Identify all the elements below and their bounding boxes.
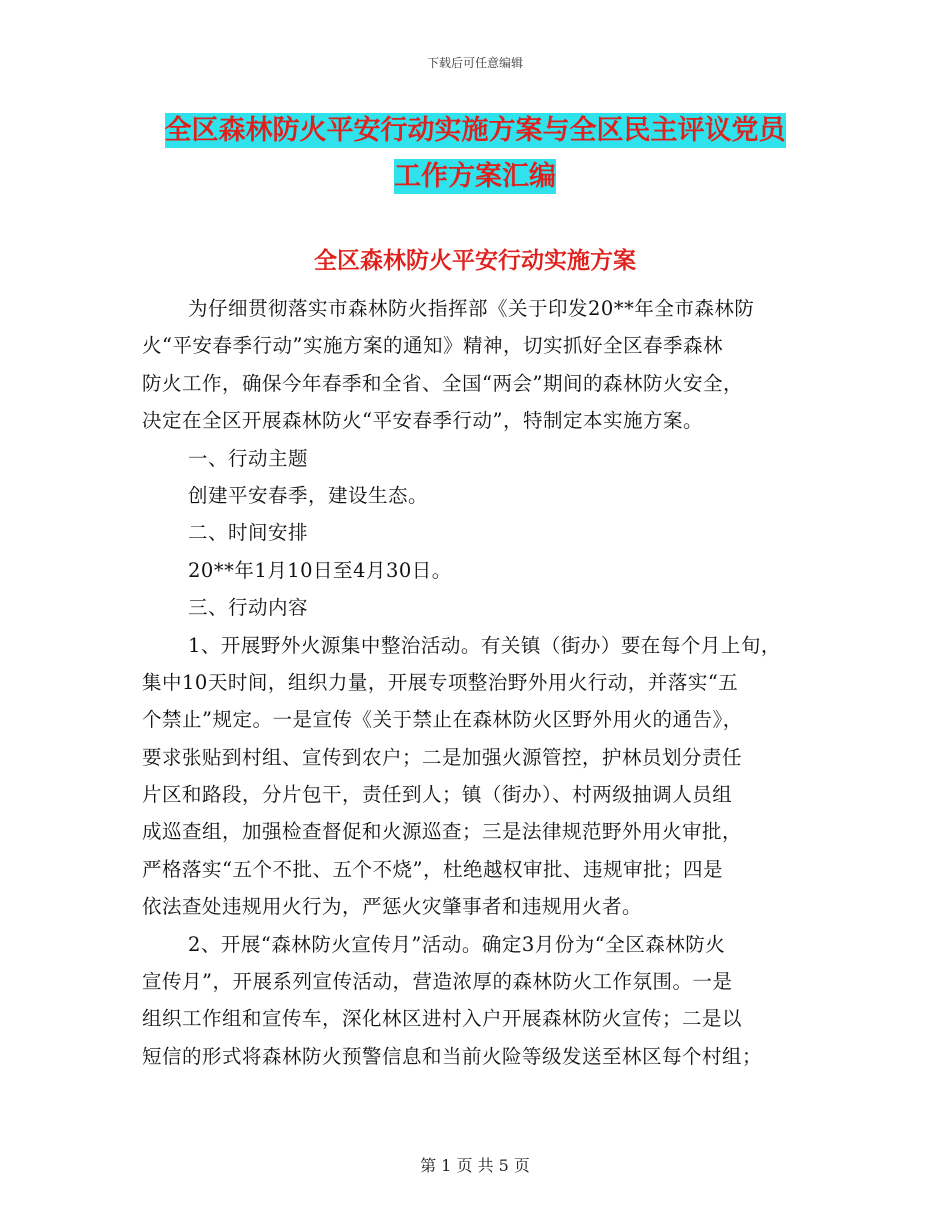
body-line: 防火工作，确保今年春季和全省、全国“两会”期间的森林防火安全， bbox=[142, 371, 743, 395]
body-text bbox=[142, 290, 806, 1075]
body-line: 个禁止”规定。一是宣传《关于禁止在森林防火区野外用火的通告》， bbox=[142, 708, 743, 732]
heading-1: 一、行动主题 bbox=[188, 446, 309, 470]
page-footer: 第 1 页 共 5 页 bbox=[420, 1156, 530, 1175]
title-line-1: 全区森林防火平安行动实施方案与全区民主评议党员 bbox=[164, 115, 786, 146]
body-line: 片区和路段，分片包干，责任到人；镇（街办）、村两级抽调人员组 bbox=[142, 783, 733, 807]
body-line: 为仔细贯彻落实市森林防火指挥部《关于印发20**年全市森林防 bbox=[188, 297, 755, 320]
body-line: 短信的形式将森林防火预警信息和当前火险等级发送至林区每个村组； bbox=[142, 1044, 763, 1068]
body-line: 2、开展“森林防火宣传月”活动。确定3月份为“全区森林防火 bbox=[188, 932, 726, 956]
title-line-2: 工作方案汇编 bbox=[394, 161, 556, 192]
body-line: 要求张贴到村组、宣传到农户；二是加强火源管控，护林员划分责任 bbox=[142, 745, 743, 769]
heading-2: 二、时间安排 bbox=[188, 521, 309, 545]
body-line: 集中10天时间，组织力量，开展专项整治野外用火行动，并落实“五 bbox=[142, 670, 739, 694]
body-line: 严格落实“五个不批、五个不烧”，杜绝越权审批、违规审批；四是 bbox=[142, 857, 723, 881]
body-line: 依法查处违规用火行为，严惩火灾肇事者和违规用火者。 bbox=[142, 895, 643, 919]
section-title: 全区森林防火平安行动实施方案 bbox=[314, 248, 636, 274]
body-line: 火“平安春季行动”实施方案的通知》精神，切实抓好全区春季森林 bbox=[142, 334, 723, 358]
body-line: 20**年1月10日至4月30日。 bbox=[188, 558, 452, 582]
body-line: 创建平安春季，建设生态。 bbox=[188, 483, 429, 507]
document-title bbox=[0, 108, 950, 200]
body-line: 1、开展野外火源集中整治活动。有关镇（街办）要在每个月上旬， bbox=[188, 633, 781, 657]
header-note: 下载后可任意编辑 bbox=[426, 56, 523, 70]
body-line: 决定在全区开展森林防火“平安春季行动”，特制定本实施方案。 bbox=[142, 409, 703, 433]
heading-3: 三、行动内容 bbox=[188, 596, 309, 620]
body-line: 宣传月”，开展系列宣传活动，营造浓厚的森林防火工作氛围。一是 bbox=[142, 970, 733, 994]
body-line: 成巡查组，加强检查督促和火源巡查；三是法律规范野外用火审批， bbox=[142, 820, 743, 844]
body-line: 组织工作组和宣传车，深化林区进村入户开展森林防火宣传；二是以 bbox=[142, 1007, 743, 1031]
